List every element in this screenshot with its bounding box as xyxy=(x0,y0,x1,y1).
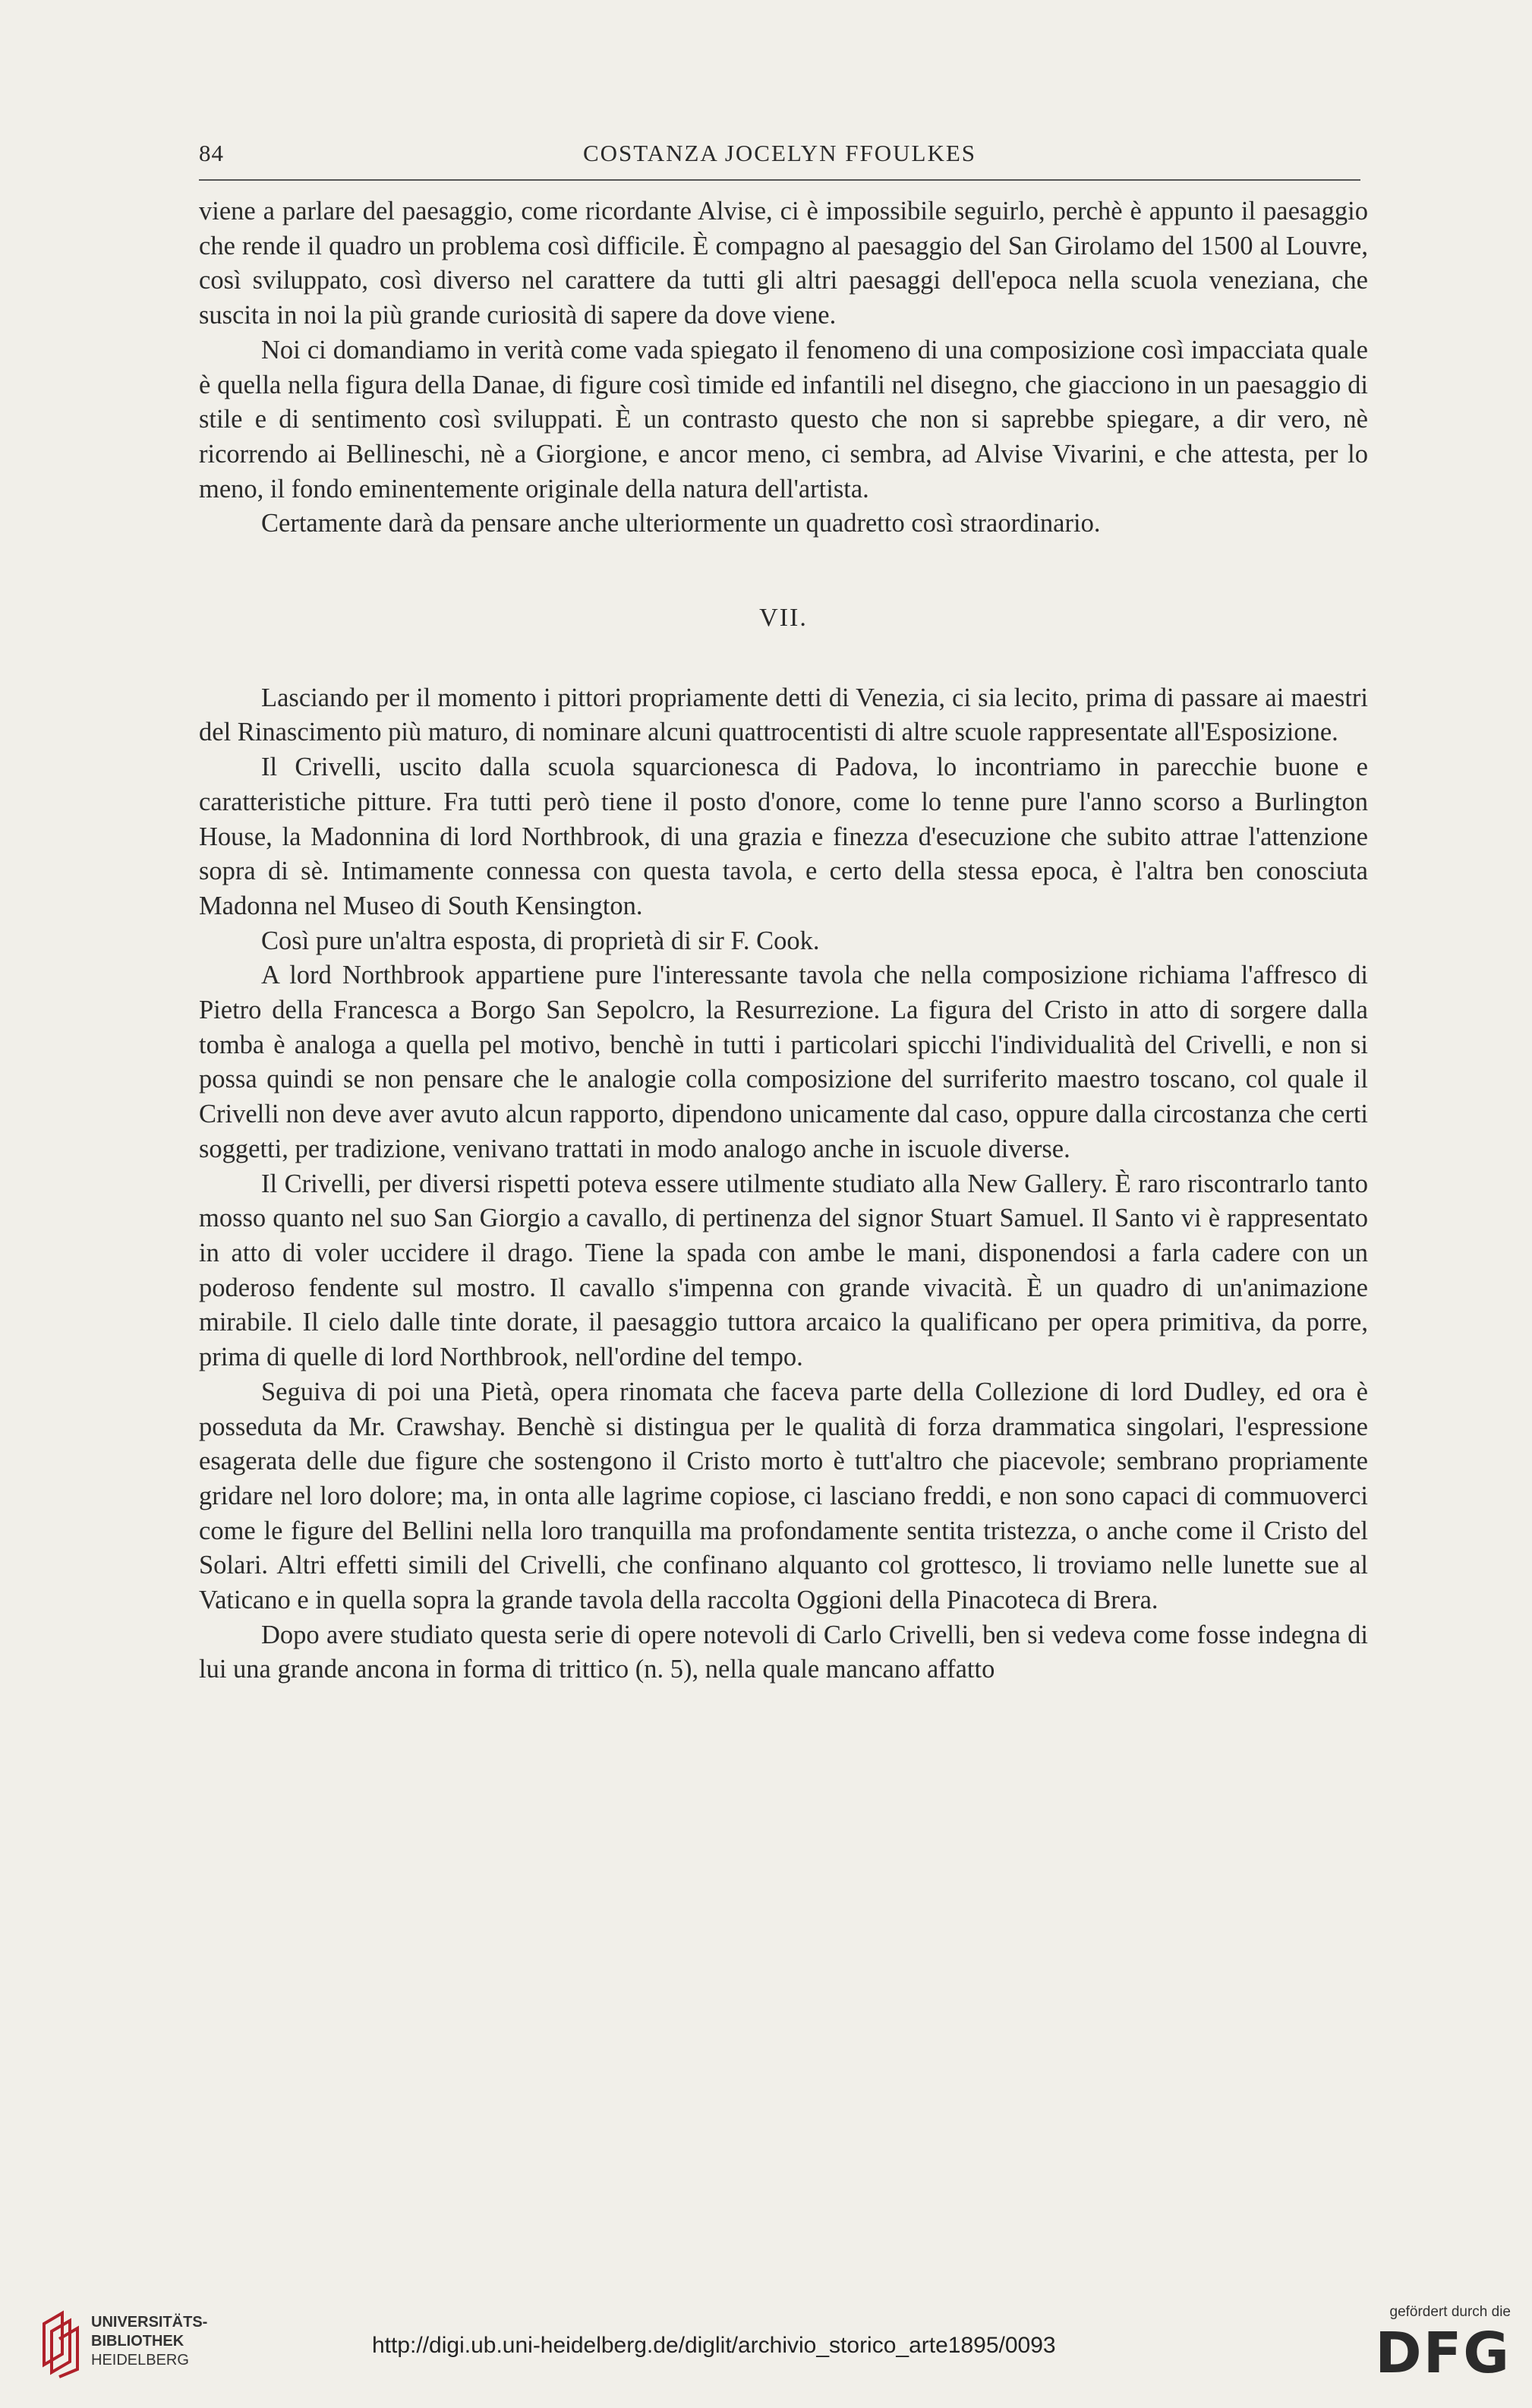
paragraph: Seguiva di poi una Pietà, opera rinomata che faceva parte della Collezione di lord Dudley, ed ora è posseduta da Mr. Crawshay. Benchè si distingua per le qualità di forza drammatica singolari, l'espressione esagerata delle due figure che sostengono il Cristo morto è tutt'altro che piacevole; sembrano propriamente gridare nel loro dolore; ma, in onta alle lagrime copiose, ci lasciano freddi, e non sono capaci di commuoverci come le figure del Bellini nella loro tranquilla ma profondamente sentita tristezza, o anche come il Cristo del Solari. Altri effetti simili del Crivelli, che confinano alquanto col grottesco, li troviamo nelle lunette sue al Vaticano e in quella sopra la grande tavola della raccolta Oggioni della Pinacoteca di Brera. xyxy=(199,1377,1368,1615)
library-name-line: UNIVERSITÄTS- xyxy=(91,2314,208,2331)
dfg-logo: DFG xyxy=(1375,2321,1511,2386)
page-number: 84 xyxy=(199,140,224,166)
library-logo-icon xyxy=(36,2309,84,2378)
paragraph: Noi ci domandiamo in verità come vada spiegato il fenomeno di una composizione così impacciata quale è quella nella figura della Danae, di figure così timide ed infantili nel disegno, che giacciono in un paesaggio di stile e di sentimento così sviluppati. È un contrasto questo che non si saprebbe spiegare, a dir vero, nè ricorrendo ai Bellineschi, nè a Giorgione, e ancor meno, ci sembra, ad Alvise Vivarini, e che attesta, per lo meno, il fondo eminentemente originale della natura dell'artista. xyxy=(199,335,1368,503)
paragraph: Il Crivelli, per diversi rispetti poteva essere utilmente studiato alla New Gallery. È raro riscontrarlo tanto mosso quanto nel suo San Giorgio a cavallo, di pertinenza del signor Stuart Samuel. Il Santo vi è rappresentato in atto di voler uccidere il drago. Tiene la spada con ambe le mani, disponendosi a farla cadere con un poderoso fendente sul mostro. Il cavallo s'impenna con grande vivacità. È un quadro di un'animazione mirabile. Il cielo dalle tinte dorate, il paesaggio tuttora arcaico la qualificano per opera primitiva, da porre, prima di quelle di lord Northbrook, nell'ordine del tempo. xyxy=(199,1169,1368,1372)
paragraph: viene a parlare del paesaggio, come ricordante Alvise, ci è impossibile seguirlo, perchè è appunto il paesaggio che rende il quadro un problema così difficile. È compagno al paesaggio del San Girolamo del 1500 al Louvre, così sviluppato, così diverso nel carattere da tutti gli altri paesaggi dell'epoca nella scuola veneziana, che suscita in noi la più grande curiosità di sapere da dove viene. xyxy=(199,197,1368,330)
funding-caption: gefördert durch die xyxy=(1389,2304,1511,2320)
paragraph: Lasciando per il momento i pittori propriamente detti di Venezia, ci sia lecito, prima di passare ai maestri del Rinascimento più maturo, di nominare alcuni quattrocentisti di altre scuole rappresentate all'Esposizione. xyxy=(199,683,1368,747)
paragraph: Certamente darà da pensare anche ulteriormente un quadretto così straordinario. xyxy=(261,509,1101,538)
paragraph: Il Crivelli, uscito dalla scuola squarcionesca di Padova, lo incontriamo in parecchie buone e caratteristiche pitture. Fra tutti però tiene il posto d'onore, come lo tenne pure l'anno scorso a Burlington House, la Madonnina di lord Northbrook, di una grazia e finezza d'esecuzione che subito attrae l'attenzione sopra di sè. Intimamente connessa con questa tavola, e certo della stessa epoca, è l'altra ben conosciuta Madonna nel Museo di South Kensington. xyxy=(199,753,1368,920)
source-url[interactable]: http://digi.ub.uni-heidelberg.de/diglit/archivio_storico_arte1895/0093 xyxy=(372,2333,1056,2358)
library-name xyxy=(91,2313,207,2370)
paragraph: Dopo avere studiato questa serie di opere notevoli di Carlo Crivelli, ben si vedeva come fosse indegna di lui una grande ancona in forma di trittico (n. 5), nella quale mancano affatto xyxy=(199,1620,1368,1684)
library-name-line: BIBLIOTHEK xyxy=(91,2333,184,2350)
library-name-line: HEIDELBERG xyxy=(91,2352,189,2369)
body-text xyxy=(199,194,1368,1687)
funder-block xyxy=(1359,2304,1511,2395)
paragraph: A lord Northbrook appartiene pure l'interessante tavola che nella composizione richiama l'affresco di Pietro della Francesca a Borgo San Sepolcro, la Resurrezione. La figura del Cristo in atto di sorgere dalla tomba è analoga a quella pel motivo, benchè in tutti i particolari spicchi l'individualità del Crivelli, e non si possa quindi se non pensare che le analogie colla composizione del surriferito maestro toscano, col quale il Crivelli non deve aver avuto alcun rapporto, dipendono unicamente dal caso, oppure dalla circostanza che certi soggetti, per tradizione, venivano trattati in modo analogo anche in iscuole diverse. xyxy=(199,961,1368,1163)
running-head xyxy=(199,134,1360,181)
running-title: COSTANZA JOCELYN FFOULKES xyxy=(582,140,977,166)
paragraph: Così pure un'altra esposta, di proprietà di sir F. Cook. xyxy=(261,926,820,955)
chapter-heading: VII. xyxy=(759,604,808,633)
library-logo xyxy=(36,2309,234,2378)
